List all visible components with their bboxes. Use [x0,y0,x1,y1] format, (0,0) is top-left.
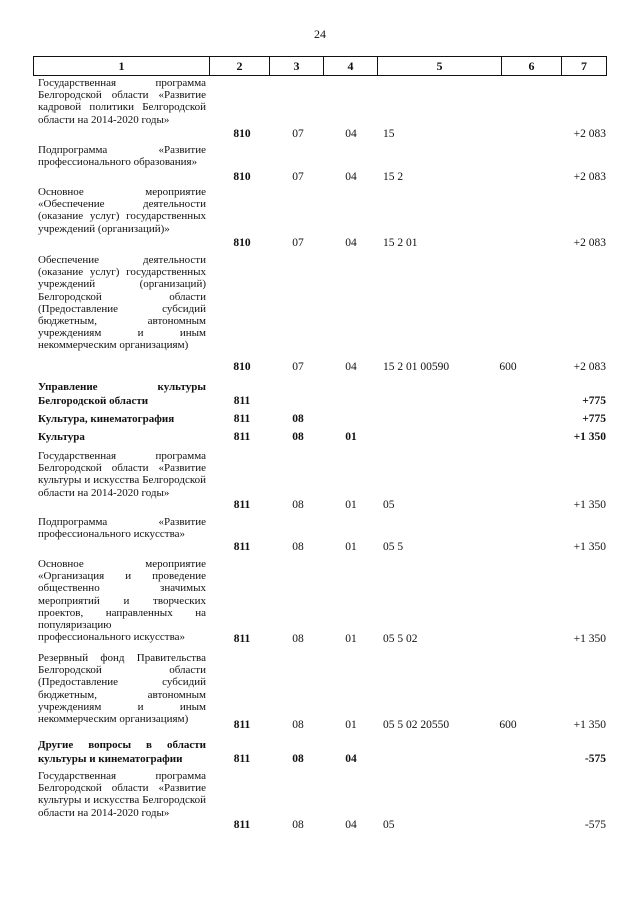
row-col-5: 05 [383,819,395,831]
row-name: Основное мероприятие «Обеспечение деятельности (оказание услуг) государственных учреждений (организаций)» [38,186,206,235]
row-col-7: +1 350 [573,719,606,731]
row-col-2: 811 [233,541,251,553]
row-col-2: 811 [233,719,251,731]
row-col-3: 08 [292,413,304,425]
row-col-2: 810 [233,171,251,183]
row-col-2: 811 [233,753,251,765]
row-col-2: 810 [233,237,251,249]
row-col-5: 15 2 01 00590 [383,361,450,373]
row-col-7: -575 [584,753,606,765]
header-col-5: 5 [377,57,501,75]
row-name: Культура, кинематография [38,413,175,425]
header-col-7: 7 [561,57,607,75]
row-col-5: 15 2 01 [383,237,418,249]
table-row [0,652,640,732]
row-col-4: 04 [345,237,357,249]
row-col-4: 04 [345,361,357,373]
row-name: Культура [38,431,85,443]
row-col-5: 05 5 [383,541,404,553]
row-col-7: +2 083 [573,128,606,140]
row-col-7: +2 083 [573,361,606,373]
table-row [0,254,640,374]
row-col-5: 15 2 [383,171,404,183]
row-col-7: +1 350 [573,431,606,443]
header-col-6: 6 [501,57,561,75]
row-col-2: 811 [233,413,251,425]
row-name: Подпрограмма «Развитие профессионального искусства» [38,516,206,541]
table-row [0,77,640,141]
row-name: Государственная программа Белгородской области «Развитие культуры и искусства Белгородской области на 2014-2020 годы» [38,770,206,819]
row-col-7: +1 350 [573,633,606,645]
table-row [0,380,640,408]
row-col-3: 07 [292,361,304,373]
header-col-2: 2 [209,57,269,75]
row-col-3: 08 [292,819,304,831]
row-col-4: 04 [345,753,357,765]
row-col-6: 600 [499,719,517,731]
row-col-4: 01 [345,633,357,645]
table-row [0,770,640,832]
table-row [0,186,640,250]
row-col-4: 01 [345,431,357,443]
table-header [33,56,607,76]
row-name: Государственная программа Белгородской области «Развитие кадровой политики Белгородской области на 2014-2020 годы» [38,77,206,126]
row-col-4: 01 [345,499,357,511]
row-col-4: 04 [345,819,357,831]
row-col-3: 08 [292,633,304,645]
row-col-5: 05 [383,499,395,511]
row-col-5: 05 5 02 [383,633,418,645]
table-row [0,516,640,554]
row-col-4: 04 [345,128,357,140]
row-col-7: +775 [582,413,606,425]
row-col-5: 15 [383,128,395,140]
row-col-4: 04 [345,171,357,183]
row-col-2: 811 [233,819,251,831]
row-col-5: 05 5 02 20550 [383,719,450,731]
row-col-2: 811 [233,633,251,645]
row-col-2: 811 [233,395,251,407]
row-name: Резервный фонд Правительства Белгородской области (Предоставление субсидий бюджетным, автономным учреждениям и иным некоммерческим организациям) [38,652,206,726]
row-col-2: 811 [233,431,251,443]
header-col-4: 4 [323,57,377,75]
row-col-3: 08 [292,541,304,553]
table-row [0,450,640,512]
row-col-4: 01 [345,719,357,731]
row-col-3: 08 [292,431,304,443]
row-col-7: -575 [584,819,606,831]
header-col-1: 1 [33,57,209,75]
table-row [0,738,640,766]
row-col-3: 07 [292,171,304,183]
row-col-2: 810 [233,361,251,373]
row-col-3: 08 [292,719,304,731]
row-col-7: +2 083 [573,237,606,249]
row-col-2: 810 [233,128,251,140]
row-col-3: 08 [292,499,304,511]
row-name: Обеспечение деятельности (оказание услуг) государственных учреждений (организаций) Белгородской области (Предоставление субсидий бюджетным, автономным учреждениям и иным некоммерческим организациям) [38,254,206,352]
page-number: 24 [314,27,326,41]
row-name: Другие вопросы в области культуры и кинематографии [38,739,206,765]
table-row [0,558,640,646]
row-col-7: +1 350 [573,499,606,511]
row-name: Подпрограмма «Развитие профессионального образования» [38,144,206,169]
row-col-4: 01 [345,541,357,553]
row-col-7: +2 083 [573,171,606,183]
row-col-3: 08 [292,753,304,765]
table-row [0,144,640,184]
row-col-7: +775 [582,395,606,407]
row-col-3: 07 [292,128,304,140]
row-name: Управление культуры Белгородской области [38,381,206,407]
table-row [0,412,640,426]
header-col-3: 3 [269,57,323,75]
table-row [0,430,640,444]
row-name: Основное мероприятие «Организация и проведение общественно значимых мероприятий и творческих проектов, направленных на популяризацию профессионального искусства» [38,558,206,644]
row-col-7: +1 350 [573,541,606,553]
row-col-3: 07 [292,237,304,249]
row-name: Государственная программа Белгородской области «Развитие культуры и искусства Белгородской области на 2014-2020 годы» [38,450,206,499]
row-col-2: 811 [233,499,251,511]
row-col-6: 600 [499,361,517,373]
